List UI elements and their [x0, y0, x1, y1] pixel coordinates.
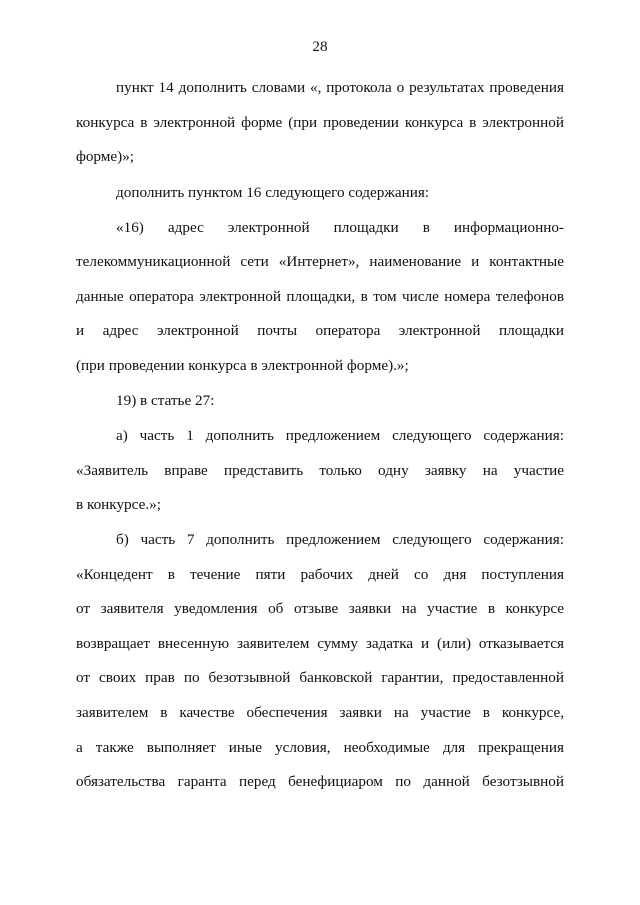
text-line: в конкурсе.»;	[76, 496, 161, 513]
text-line: «16) адрес электронной площадки в информационно-	[116, 219, 564, 236]
text-line: конкурса в электронной форме (при проведении конкурса в электронной	[76, 114, 564, 131]
page-number: 28	[312, 38, 328, 55]
text-line: 19) в статье 27:	[116, 392, 215, 409]
text-line: данные оператора электронной площадки, в том числе номера телефонов	[76, 288, 564, 305]
text-line: «Концедент в течение пяти рабочих дней со дня поступления	[76, 566, 564, 583]
text-line: пункт 14 дополнить словами «, протокола о результатах проведения	[116, 79, 564, 96]
text-line: заявителем в качестве обеспечения заявки на участие в конкурсе,	[76, 704, 564, 721]
text-line: от своих прав по безотзывной банковской гарантии, предоставленной	[76, 669, 564, 686]
text-line: б) часть 7 дополнить предложением следующего содержания:	[116, 531, 564, 548]
text-line: дополнить пунктом 16 следующего содержания:	[116, 184, 430, 201]
text-line: возвращает внесенную заявителем сумму задатка и (или) отказывается	[76, 635, 564, 652]
text-line: от заявителя уведомления об отзыве заявки на участие в конкурсе	[76, 600, 564, 617]
text-line: форме)»;	[76, 148, 135, 165]
text-line: телекоммуникационной сети «Интернет», наименование и контактные	[76, 253, 564, 270]
text-line: а) часть 1 дополнить предложением следующего содержания:	[116, 427, 564, 444]
text-line: (при проведении конкурса в электронной форме).»;	[76, 357, 409, 374]
text-line: обязательства гаранта перед бенефициаром по данной безотзывной	[76, 773, 564, 790]
text-line: и адрес электронной почты оператора электронной площадки	[76, 322, 564, 339]
text-line: а также выполняет иные условия, необходимые для прекращения	[76, 739, 564, 756]
text-line: «Заявитель вправе представить только одну заявку на участие	[76, 462, 564, 479]
